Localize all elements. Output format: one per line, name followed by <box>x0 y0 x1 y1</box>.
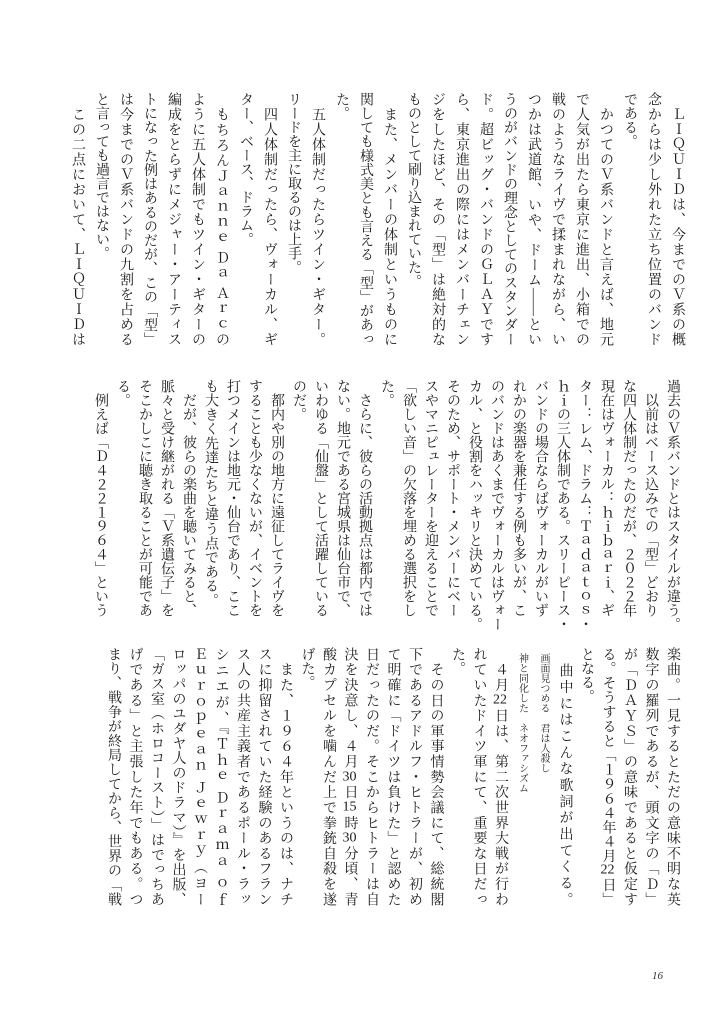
text-column: 編成をとらずにメジャー・アーティス <box>166 92 181 346</box>
text-column: る。そうすると「１９６４年４月22日」 <box>600 647 616 907</box>
text-column: な四人体制だったのだが、２０２２年 <box>621 379 636 617</box>
text-column: ド。超ビッグ・バンドのＧＬＡＹです <box>478 92 493 346</box>
text-column: 戦のようなライヴで揉まれながら、い <box>550 92 565 346</box>
text-column: 楽曲。一見するとただの意味不明な英 <box>665 647 680 906</box>
text-column: げた。 <box>299 647 315 689</box>
text-column: 例えば「Ｄ４２２１９６４」という <box>93 379 108 617</box>
text-column: リードを主に取るのは上手。 <box>286 92 301 274</box>
text-column: さらに、彼らの活動拠点は都内では <box>357 379 372 617</box>
text-column: まり、戦争が終局してから、世界の「戦 <box>106 647 121 906</box>
text-column: 決を決意し、４月30日15時30分頃、青 <box>342 647 358 906</box>
text-block-top <box>65 92 689 346</box>
text-column: 四人体制だったら、ヴォーカル、ギ <box>262 92 277 346</box>
text-column: 「欲しい音」の欠落を埋める選択をし <box>401 379 416 617</box>
text-column: た。 <box>334 92 349 120</box>
text-column: そこかしこに聴き取ることが可能であ <box>137 379 152 617</box>
text-column: が「ＤＡＹＳ」の意味であると仮定す <box>622 647 637 906</box>
text-column: ター：レム、ドラム：Ｔａｄａｔｏｓ・ <box>577 379 592 631</box>
lyric-line: 画面見つめる 君は人殺し <box>538 653 549 773</box>
text-column: その日の軍事情勢会議にて、総統閣 <box>428 647 444 906</box>
text-column: ものとして刷り込まれていた。 <box>406 92 421 288</box>
text-column: れかの楽器を兼任する例も多いが、こ <box>511 379 526 617</box>
text-column: 下であるアドルフ・ヒトラーが、初め <box>407 647 422 906</box>
text-block-middle <box>89 379 683 631</box>
text-column: この二点において、ＬＩＱＵＩＤは <box>70 92 85 346</box>
text-column: ない。地元である宮城県は仙台市で、 <box>335 379 350 617</box>
text-column: げである」と主張した年でもある。つ <box>127 647 143 906</box>
text-block-bottom <box>103 647 684 906</box>
text-column: た。 <box>450 647 465 675</box>
text-column: ジをしたほど、その「型」は絶対的な <box>430 92 445 346</box>
page-number: 16 <box>652 970 663 982</box>
text-column: 数字の羅列であるが、頭文字の「Ｄ」 <box>643 647 659 906</box>
text-column: となる。 <box>579 647 594 703</box>
text-column: ように五人体制でもツイン・ギターの <box>190 92 205 346</box>
text-column: 脈々と受け継がれる「Ｖ系遺伝子」を <box>159 379 174 617</box>
text-column: トになった例はあるのだが、この「型」 <box>142 92 157 346</box>
lyric-line: 神と同化した ネオファシズム <box>516 653 528 793</box>
text-column: ｈｉの三人体制である。スリーピース・ <box>555 379 570 631</box>
text-column: れていたドイツ軍にて、重要な日だっ <box>471 647 487 906</box>
text-column: いわゆる「仙盤」として活躍している <box>313 379 328 617</box>
text-column: のだ。 <box>291 379 306 421</box>
text-column: ら、東京進出の際にはメンバーチェン <box>454 92 469 346</box>
text-column: また、１９６４年というのは、ナチ <box>278 647 293 906</box>
text-column: Ｅｕｒｏｐｅａｎ Ｊｅｗｒｙ（ヨー <box>192 647 207 906</box>
text-column: スやマニピュレーターを迎えることで <box>423 379 438 617</box>
text-column: ＬＩＱＵＩＤは、今までのＶ系の概 <box>670 92 685 346</box>
text-column: 関しても様式美とも言える「型」があっ <box>358 92 373 346</box>
text-column: そのため、サポート・メンバーにベー <box>445 379 460 617</box>
text-column: シニエが、『Ｔｈｅ Ｄｒａｍａ ｏｆ <box>213 647 229 906</box>
text-column: と言っても過言ではない。 <box>94 92 109 260</box>
text-column: することも少なくないが、イベントを <box>247 379 262 617</box>
text-column: もちろんＪａｎｎｅ Ｄａ Ａｒｃの <box>214 92 229 346</box>
text-column: だが、彼らの楽曲を聴いてみると、 <box>181 379 196 617</box>
text-column: ター、ベース、ドラム。 <box>238 92 253 246</box>
text-column: 念からは少し外れた立ち位置のバンド <box>646 92 661 346</box>
text-column: つかは武道館、いや、ドーム――とい <box>526 92 541 346</box>
text-column: る。 <box>115 379 130 407</box>
text-column: て明確に「ドイツは負けた」と認めた <box>385 647 401 906</box>
text-column: カル、と役割をハッキリと決めている。 <box>467 379 482 631</box>
text-column: た。 <box>379 379 394 407</box>
text-column: 五人体制だったらツイン・ギター。 <box>310 92 325 346</box>
text-column: ロッパのユダヤ人のドラマ）』を出版、 <box>170 647 186 906</box>
text-column: 都内や別の地方に遠征してライヴを <box>269 379 284 617</box>
text-column: スに抑留されていた経験のあるフラン <box>256 647 272 906</box>
text-column: 日だったのだ。そこからヒトラーは自 <box>364 647 379 906</box>
text-column: ス人の共産主義者であるポール・ラッ <box>235 647 250 906</box>
text-column: 「ガス室（ホロコースト）」はでっちあ <box>149 647 164 906</box>
text-column: 曲中にはこんな歌詞が出てくる。 <box>557 647 573 906</box>
text-column: 打つメインは地元・仙台であり、ここ <box>225 379 240 617</box>
text-column: も大きく先達たちと違う点である。 <box>203 379 218 607</box>
text-column: ４月22日は、第二次世界大戦が行わ <box>493 647 508 906</box>
text-column: である。 <box>622 92 637 148</box>
text-column: 現在はヴォーカル：ｈｉｂａｒｉ、ギ <box>599 379 614 617</box>
text-column: うのがバンドの理念としてのスタンダー <box>502 92 517 346</box>
text-column: 以前はベース込みでの「型」どおり <box>643 379 658 617</box>
text-column: バンドの場合ならばヴォーカルがいず <box>533 379 548 617</box>
text-column: 過去のＶ系バンドとはスタイルが違う。 <box>665 379 680 631</box>
text-column: かつてのＶ系バンドと言えば、地元 <box>598 92 613 346</box>
text-column: 酸カプセルを噛んだ上で拳銃自殺を遂 <box>321 647 336 906</box>
text-column: は今までのＶ系バンドの九割を占める <box>118 92 133 346</box>
text-column: のバンドはあくまでヴォーカルはヴォー <box>489 379 504 631</box>
text-column: で人気が出たら東京に進出、小箱での <box>574 92 589 346</box>
text-column: また、メンバーの体制というものに <box>382 92 397 346</box>
